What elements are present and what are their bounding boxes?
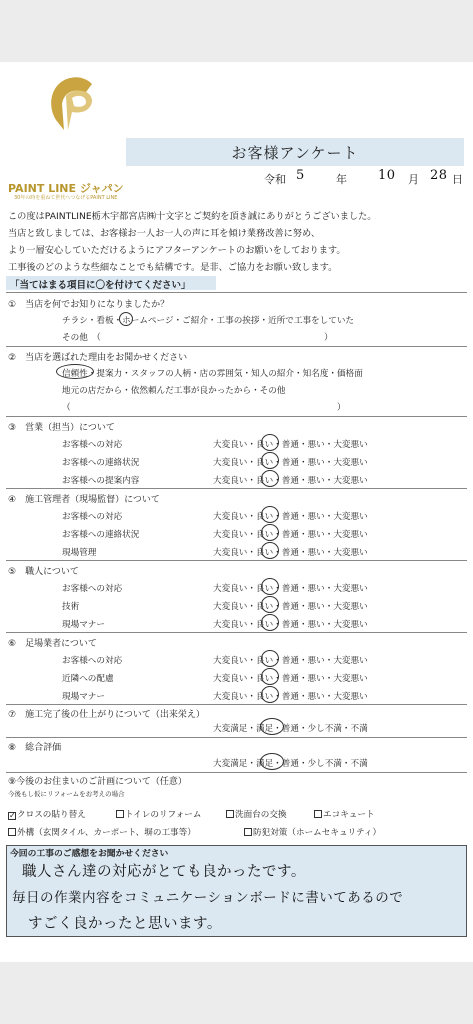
divider [6,346,467,347]
date-day-unit: 日 [452,173,463,186]
q9-note: 今後もし仮にリフォームをお考えの場合 [8,790,125,798]
q2-title: ② 当店を選ばれた理由をお聞かせください [8,353,188,363]
q4-selection-circle [261,506,279,523]
date-day: 28 [430,168,448,183]
q4-scale: 大変良い・良い・普通・悪い・大変悪い [213,512,368,522]
q1-title: ① 当店を何でお知りになりましたか？ [8,300,170,310]
divider [6,772,467,773]
checkbox-icon[interactable] [226,810,234,818]
q3-item: お客様への対応 [62,440,123,450]
option-label: 防犯対策（ホームセキュリティ） [253,828,382,838]
option-toilet[interactable] [116,808,201,820]
checkbox-icon[interactable] [116,810,124,818]
intro-line: より一層安心していただけるようにアフターアンケートのお願いをしております。 [8,245,346,256]
q6-selection-circle [261,668,279,685]
q5-item: 現場マナー [62,620,105,630]
q4-item: お客様への連絡状況 [62,530,140,540]
q5-scale: 大変良い・良い・普通・悪い・大変悪い [213,584,368,594]
q6-selection-circle [261,686,279,703]
divider [6,704,467,705]
divider [6,632,467,633]
q3-selection-circle [261,470,279,487]
q8-scale: 大変満足・満足・普通・少し不満・不満 [213,759,368,769]
instruction: 「当てはまる項目に〇を付けてください」 [10,280,191,291]
page-title: お客様アンケート [231,144,359,162]
q6-item: 近隣への配慮 [62,674,114,684]
date-year-unit: 年 [336,173,347,186]
option-cross[interactable] [8,808,86,820]
logo-tagline: 30年の時を重ねて世代へつなげるPAINT LINE [14,195,118,201]
q3-selection-circle [261,434,279,451]
q3-scale: 大変良い・良い・普通・悪い・大変悪い [213,476,368,486]
q6-scale: 大変良い・良い・普通・悪い・大変悪い [213,656,368,666]
date-month: 10 [378,168,396,183]
q4-selection-circle [261,524,279,541]
q7-title: ⑦ 施工完了後の仕上がりについて（出来栄え） [8,710,205,720]
q3-scale: 大変良い・良い・普通・悪い・大変悪い [213,458,368,468]
q7-selection-circle [260,718,284,735]
q4-title: ④ 施工管理者（現場監督）について [8,495,160,505]
comment-line: 職人さん達の対応がとても良かったです。 [22,864,306,880]
date-month-unit: 月 [408,173,419,186]
option-ecocute[interactable] [314,808,375,820]
q6-item: 現場マナー [62,692,105,702]
q5-item: 技術 [62,602,80,612]
q5-scale: 大変良い・良い・普通・悪い・大変悪い [213,620,368,630]
q6-selection-circle [261,650,279,667]
comment-line: すごく良かったと思います。 [28,916,222,932]
q6-item: お客様への対応 [62,656,123,666]
logo-name: PAINT LINE ジャパン [8,182,124,195]
date-year: 5 [296,168,305,183]
q4-scale: 大変良い・良い・普通・悪い・大変悪い [213,530,368,540]
q2-selection-circle [56,364,94,379]
q4-scale: 大変良い・良い・普通・悪い・大変悪い [213,548,368,558]
q9-title: ⑨今後のお住まいのご計画について（任意） [8,777,187,787]
q2-line1: 信頼性・提案力・スタッフの人柄・店の雰囲気・知人の紹介・知名度・価格面 [62,369,363,379]
intro-line: 工事後のどのような些細なことでも結構です。是非、ご協力をお願い致します。 [8,262,338,273]
q5-selection-circle [261,578,279,595]
q7-scale: 大変満足・満足・普通・少し不満・不満 [213,724,368,734]
q5-title: ⑤ 職人について [8,567,79,577]
q3-selection-circle [261,452,279,469]
intro-line: この度はPAINTLINE栃木宇都宮店㈱十文字とご契約を頂き誠にありがとうございました。 [8,211,377,222]
divider [6,560,467,561]
q8-title: ⑧ 総合評価 [8,743,62,753]
q4-item: お客様への対応 [62,512,123,522]
option-label: 外構（玄関タイル、カーポート、塀の工事等） [17,828,196,838]
q3-title: ③ 営業（担当）について [8,423,115,433]
checkbox-icon[interactable] [314,810,322,818]
checkbox-icon[interactable]: ✓ [9,811,16,820]
q5-selection-circle [261,596,279,613]
q3-item: お客様への提案内容 [62,476,140,486]
q5-scale: 大変良い・良い・普通・悪い・大変悪い [213,602,368,612]
option-exterior[interactable] [8,826,196,838]
q4-item: 現場管理 [62,548,97,558]
option-security[interactable] [244,826,381,838]
q6-title: ⑥ 足場業者について [8,639,97,649]
divider [6,292,467,293]
date-era: 令和 [264,173,286,186]
title-box [126,138,464,166]
option-washbasin[interactable] [226,808,287,820]
q6-scale: 大変良い・良い・普通・悪い・大変悪い [213,674,368,684]
divider [6,416,467,417]
q5-item: お客様への対応 [62,584,123,594]
q4-selection-circle [261,542,279,559]
intro-line: 当店と致しましては、お客様お一人お一人の声に耳を傾け業務改善に努め、 [8,228,321,239]
divider [6,737,467,738]
option-label: 洗面台の交換 [235,810,287,820]
q3-item: お客様への連絡状況 [62,458,140,468]
q8-selection-circle [260,753,284,770]
q2-line2: 地元の店だから・依然頼んだ工事が良かったから・その他 [62,386,286,396]
comment-line: 毎日の作業内容をコミュニケーションボードに書いてあるので [12,890,404,906]
comment-title: 今回の工事のご感想をお聞かせください [10,849,169,859]
option-label: エコキュート [323,810,375,820]
option-label: クロスの貼り替え [17,810,86,820]
divider [6,488,467,489]
q6-scale: 大変良い・良い・普通・悪い・大変悪い [213,692,368,702]
q1-options: チラシ・看板・ホームページ・ご紹介・工事の挨拶・近所で工事をしていた [62,316,355,326]
q1-other: その他 （ ） [62,333,333,343]
q3-scale: 大変良い・良い・普通・悪い・大変悪い [213,440,368,450]
checkbox-icon[interactable] [244,828,252,836]
q2-paren: （ ） [62,403,346,413]
q1-selection-circle [119,312,133,326]
logo-mark-icon [42,74,98,134]
option-label: トイレのリフォーム [125,810,202,820]
checkbox-icon[interactable] [8,828,16,836]
q5-selection-circle [261,614,279,631]
